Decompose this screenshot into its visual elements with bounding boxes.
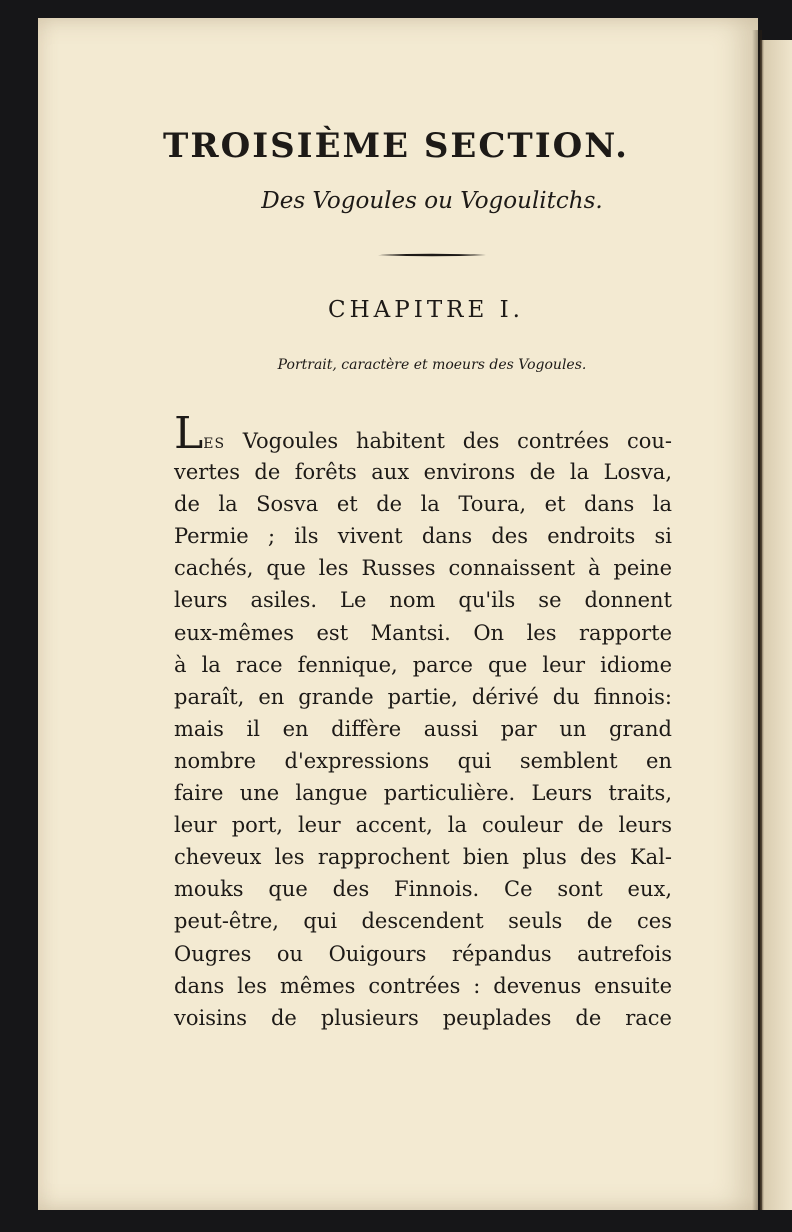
- body-line: vertes de forêts aux environs de la Losva,: [174, 460, 672, 485]
- body-line: mais il en diffère aussi par un grand: [174, 716, 672, 741]
- body-line: eux-mêmes est Mantsi. On les rapporte: [174, 620, 672, 645]
- body-first-line: [174, 408, 672, 459]
- body-line: Ougres ou Ouigours répandus autrefois: [174, 941, 672, 966]
- body-text: [174, 408, 672, 1034]
- body-line: voisins de plusieurs peuplades de race: [174, 1005, 672, 1030]
- body-line: Permie ; ils vivent dans des endroits si: [174, 524, 672, 549]
- section-title: TROISIÈME SECTION.: [163, 126, 629, 166]
- body-line: leurs asiles. Le nom qu'ils se donnent: [174, 588, 672, 613]
- chapter-title: CHAPITRE I.: [328, 297, 524, 323]
- body-line: cachés, que les Russes connaissent à peine: [174, 556, 672, 581]
- body-line: de la Sosva et de la Toura, et dans la: [174, 492, 672, 517]
- ornament-rule-icon: [378, 253, 486, 257]
- body-line: à la race fennique, parce que leur idiome: [174, 652, 672, 677]
- body-line: paraît, en grande partie, dérivé du finnois:: [174, 684, 672, 709]
- body-line: peut-être, qui descendent seuls de ces: [174, 909, 672, 934]
- section-subtitle: Des Vogoules ou Vogoulitchs.: [261, 188, 603, 214]
- body-line: cheveux les rapprochent bien plus des Kal-: [174, 845, 672, 870]
- body-line: mouks que des Finnois. Ce sont eux,: [174, 877, 672, 902]
- body-line: nombre d'expressions qui semblent en: [174, 748, 672, 773]
- first-word-rest: ES: [203, 436, 226, 452]
- body-line: leur port, leur accent, la couleur de leurs: [174, 813, 672, 838]
- body-line: faire une langue particulière. Leurs traits,: [174, 781, 672, 806]
- first-line-rest: Vogoules habitent des contrées cou-: [225, 429, 672, 453]
- chapter-summary: Portrait, caractère et moeurs des Vogoules.: [277, 357, 587, 373]
- facing-page-edge: [760, 40, 792, 1210]
- body-line: dans les mêmes contrées : devenus ensuite: [174, 973, 672, 998]
- drop-cap: L: [174, 408, 204, 459]
